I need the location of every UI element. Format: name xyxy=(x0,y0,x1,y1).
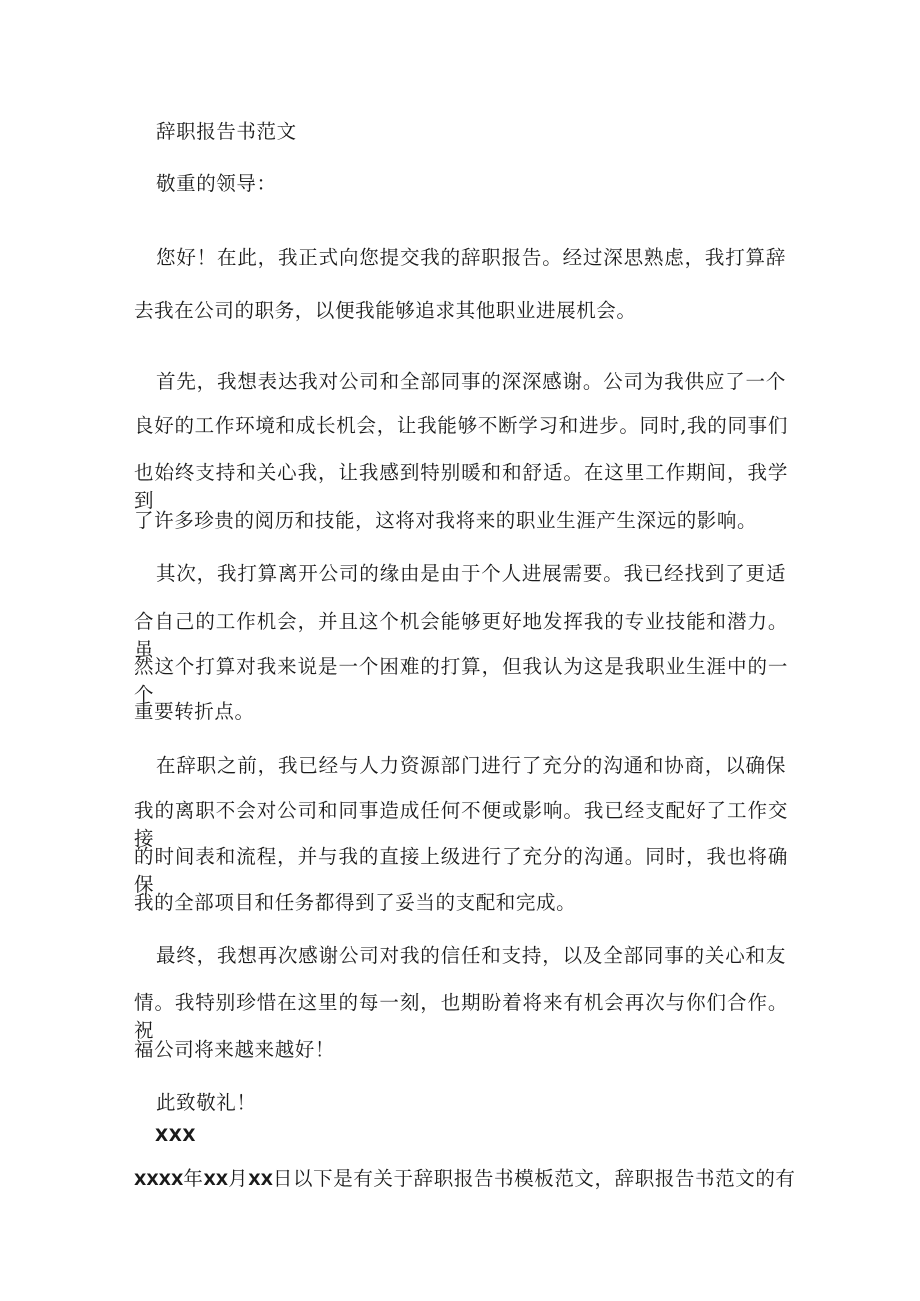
paragraph-2-line-3: 也始终支持和关心我，让我感到特别暖和和舒适。在这里工作期间，我学到 xyxy=(134,461,788,512)
date-month: XX xyxy=(203,1170,229,1189)
paragraph-3-line-1: 其次，我打算离开公司的缘由是由于个人进展需要。我已经找到了更适 xyxy=(156,562,786,585)
paragraph-5-line-3: 福公司将来越来越好！ xyxy=(134,1038,336,1061)
paragraph-5-line-2: 情。我特别珍惜在这里的每一刻，也期盼着将来有机会再次与你们合作。祝 xyxy=(134,991,788,1042)
closing: 此致敬礼！ xyxy=(156,1091,257,1114)
signature: XXX xyxy=(155,1126,197,1146)
date-day-unit: 日 xyxy=(272,1167,294,1190)
salutation: 敬重的领导： xyxy=(156,172,277,195)
date-line xyxy=(134,1165,796,1194)
date-day: XX xyxy=(248,1170,273,1189)
date-year-unit: 年 xyxy=(183,1167,204,1190)
paragraph-4-line-3: 的时间表和流程，并与我的直接上级进行了充分的沟通。同时，我也将确保 xyxy=(134,845,788,896)
date-month-unit: 月 xyxy=(228,1167,249,1190)
paragraph-3-line-2: 合自己的工作机会，并且这个机会能够更好地发挥我的专业技能和潜力。虽 xyxy=(134,610,788,661)
paragraph-4-line-4: 我的全部项目和任务都得到了妥当的支配和完成。 xyxy=(134,891,577,914)
paragraph-4-line-1: 在辞职之前，我已经与人力资源部门进行了充分的沟通和协商，以确保 xyxy=(156,754,786,777)
paragraph-3-line-4: 重要转折点。 xyxy=(134,700,255,723)
paragraph-5-line-1: 最终，我想再次感谢公司对我的信任和支持，以及全部同事的关心和友 xyxy=(156,944,786,967)
paragraph-3-line-3: 然这个打算对我来说是一个困难的打算，但我认为这是我职业生涯中的一个 xyxy=(134,655,788,706)
paragraph-2-line-1: 首先，我想表达我对公司和全部同事的深深感谢。公司为我供应了一个 xyxy=(156,370,786,393)
paragraph-2-line-4: 了许多珍贵的阅历和技能，这将对我将来的职业生涯产生深远的影响。 xyxy=(134,509,758,532)
paragraph-1-line-1: 您好！在此，我正式向您提交我的辞职报告。经过深思熟虑，我打算辞 xyxy=(156,246,786,269)
date-trailing-text: 以下是有关于辞职报告书模板范文，辞职报告书范文的有 xyxy=(293,1167,796,1190)
paragraph-1-line-2: 去我在公司的职务，以便我能够追求其他职业进展机会。 xyxy=(134,299,637,322)
paragraph-2-line-2: 良好的工作环境和成长机会，让我能够不断学习和进步。同时,我的同事们 xyxy=(134,414,788,437)
paragraph-4-line-2: 我的离职不会对公司和同事造成任何不便或影响。我已经支配好了工作交接 xyxy=(134,799,788,850)
date-year: XXXX xyxy=(134,1170,184,1189)
document-title: 辞职报告书范文 xyxy=(156,120,297,143)
